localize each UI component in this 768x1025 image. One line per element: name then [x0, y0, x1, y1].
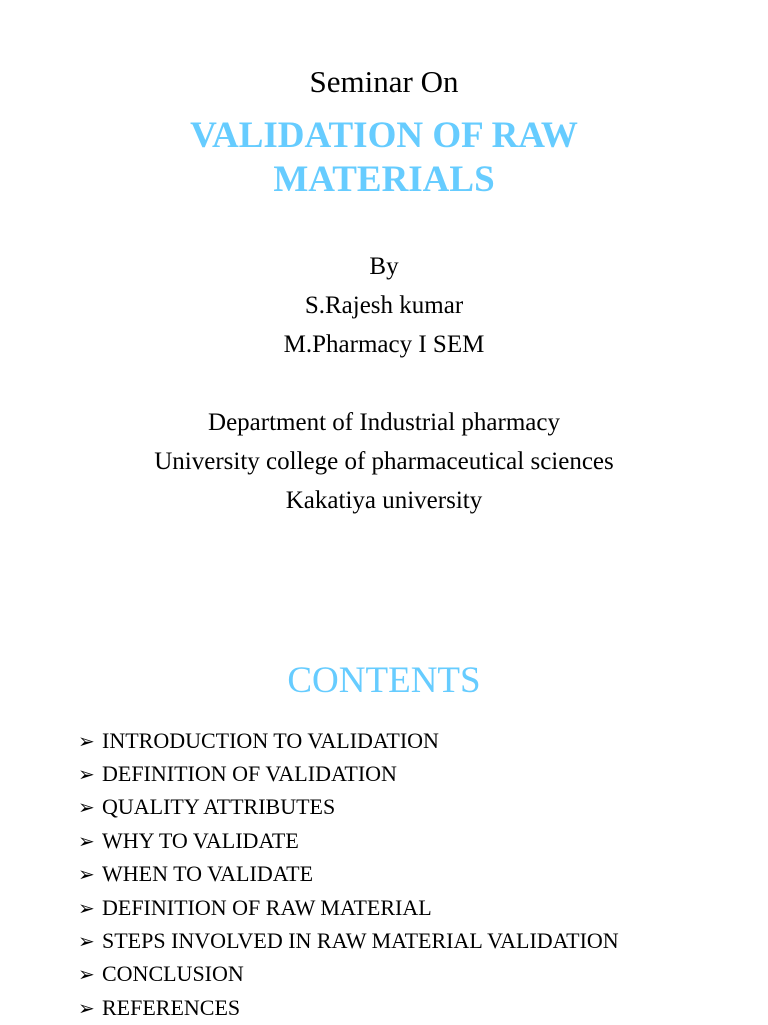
seminar-title-line-2: MATERIALS [273, 159, 495, 200]
contents-item-label: QUALITY ATTRIBUTES [102, 794, 336, 820]
contents-item [78, 891, 619, 924]
university-name: Kakatiya university [285, 487, 483, 514]
arrow-bullet-icon: ➢ [78, 962, 95, 987]
contents-item-label: DEFINITION OF RAW MATERIAL [102, 894, 432, 920]
author-name: S.Rajesh kumar [304, 292, 464, 319]
contents-title: CONTENTS [287, 660, 481, 701]
seminar-heading: Seminar On [309, 64, 459, 99]
contents-item [78, 757, 619, 790]
contents-item-label: WHEN TO VALIDATE [102, 861, 314, 887]
contents-item-label: STEPS INVOLVED IN RAW MATERIAL VALIDATION [102, 928, 619, 954]
arrow-bullet-icon: ➢ [78, 728, 95, 753]
arrow-bullet-icon: ➢ [78, 762, 95, 787]
seminar-title-line-1: VALIDATION OF RAW [190, 115, 578, 156]
contents-item-label: REFERENCES [102, 994, 241, 1020]
contents-item [78, 858, 619, 891]
arrow-bullet-icon: ➢ [78, 929, 95, 954]
arrow-bullet-icon: ➢ [78, 895, 95, 920]
contents-item [78, 824, 619, 857]
by-label: By [369, 253, 399, 280]
contents-item [78, 958, 619, 991]
arrow-bullet-icon: ➢ [78, 795, 95, 820]
arrow-bullet-icon: ➢ [78, 828, 95, 853]
contents-item-label: DEFINITION OF VALIDATION [102, 761, 397, 787]
contents-item [78, 791, 619, 824]
author-course: M.Pharmacy I SEM [283, 331, 485, 358]
contents-item-label: CONCLUSION [102, 961, 244, 987]
contents-item [78, 724, 619, 757]
seminar-title [0, 114, 768, 202]
contents-list [78, 724, 619, 1025]
college-name: University college of pharmaceutical sciences [154, 448, 614, 475]
arrow-bullet-icon: ➢ [78, 862, 95, 887]
contents-slide [0, 600, 768, 1024]
contents-item-label: WHY TO VALIDATE [102, 827, 299, 853]
contents-item [78, 991, 619, 1024]
contents-item [78, 924, 619, 957]
department-name: Department of Industrial pharmacy [208, 409, 560, 436]
contents-item-label: INTRODUCTION TO VALIDATION [102, 727, 439, 753]
arrow-bullet-icon: ➢ [78, 995, 95, 1020]
